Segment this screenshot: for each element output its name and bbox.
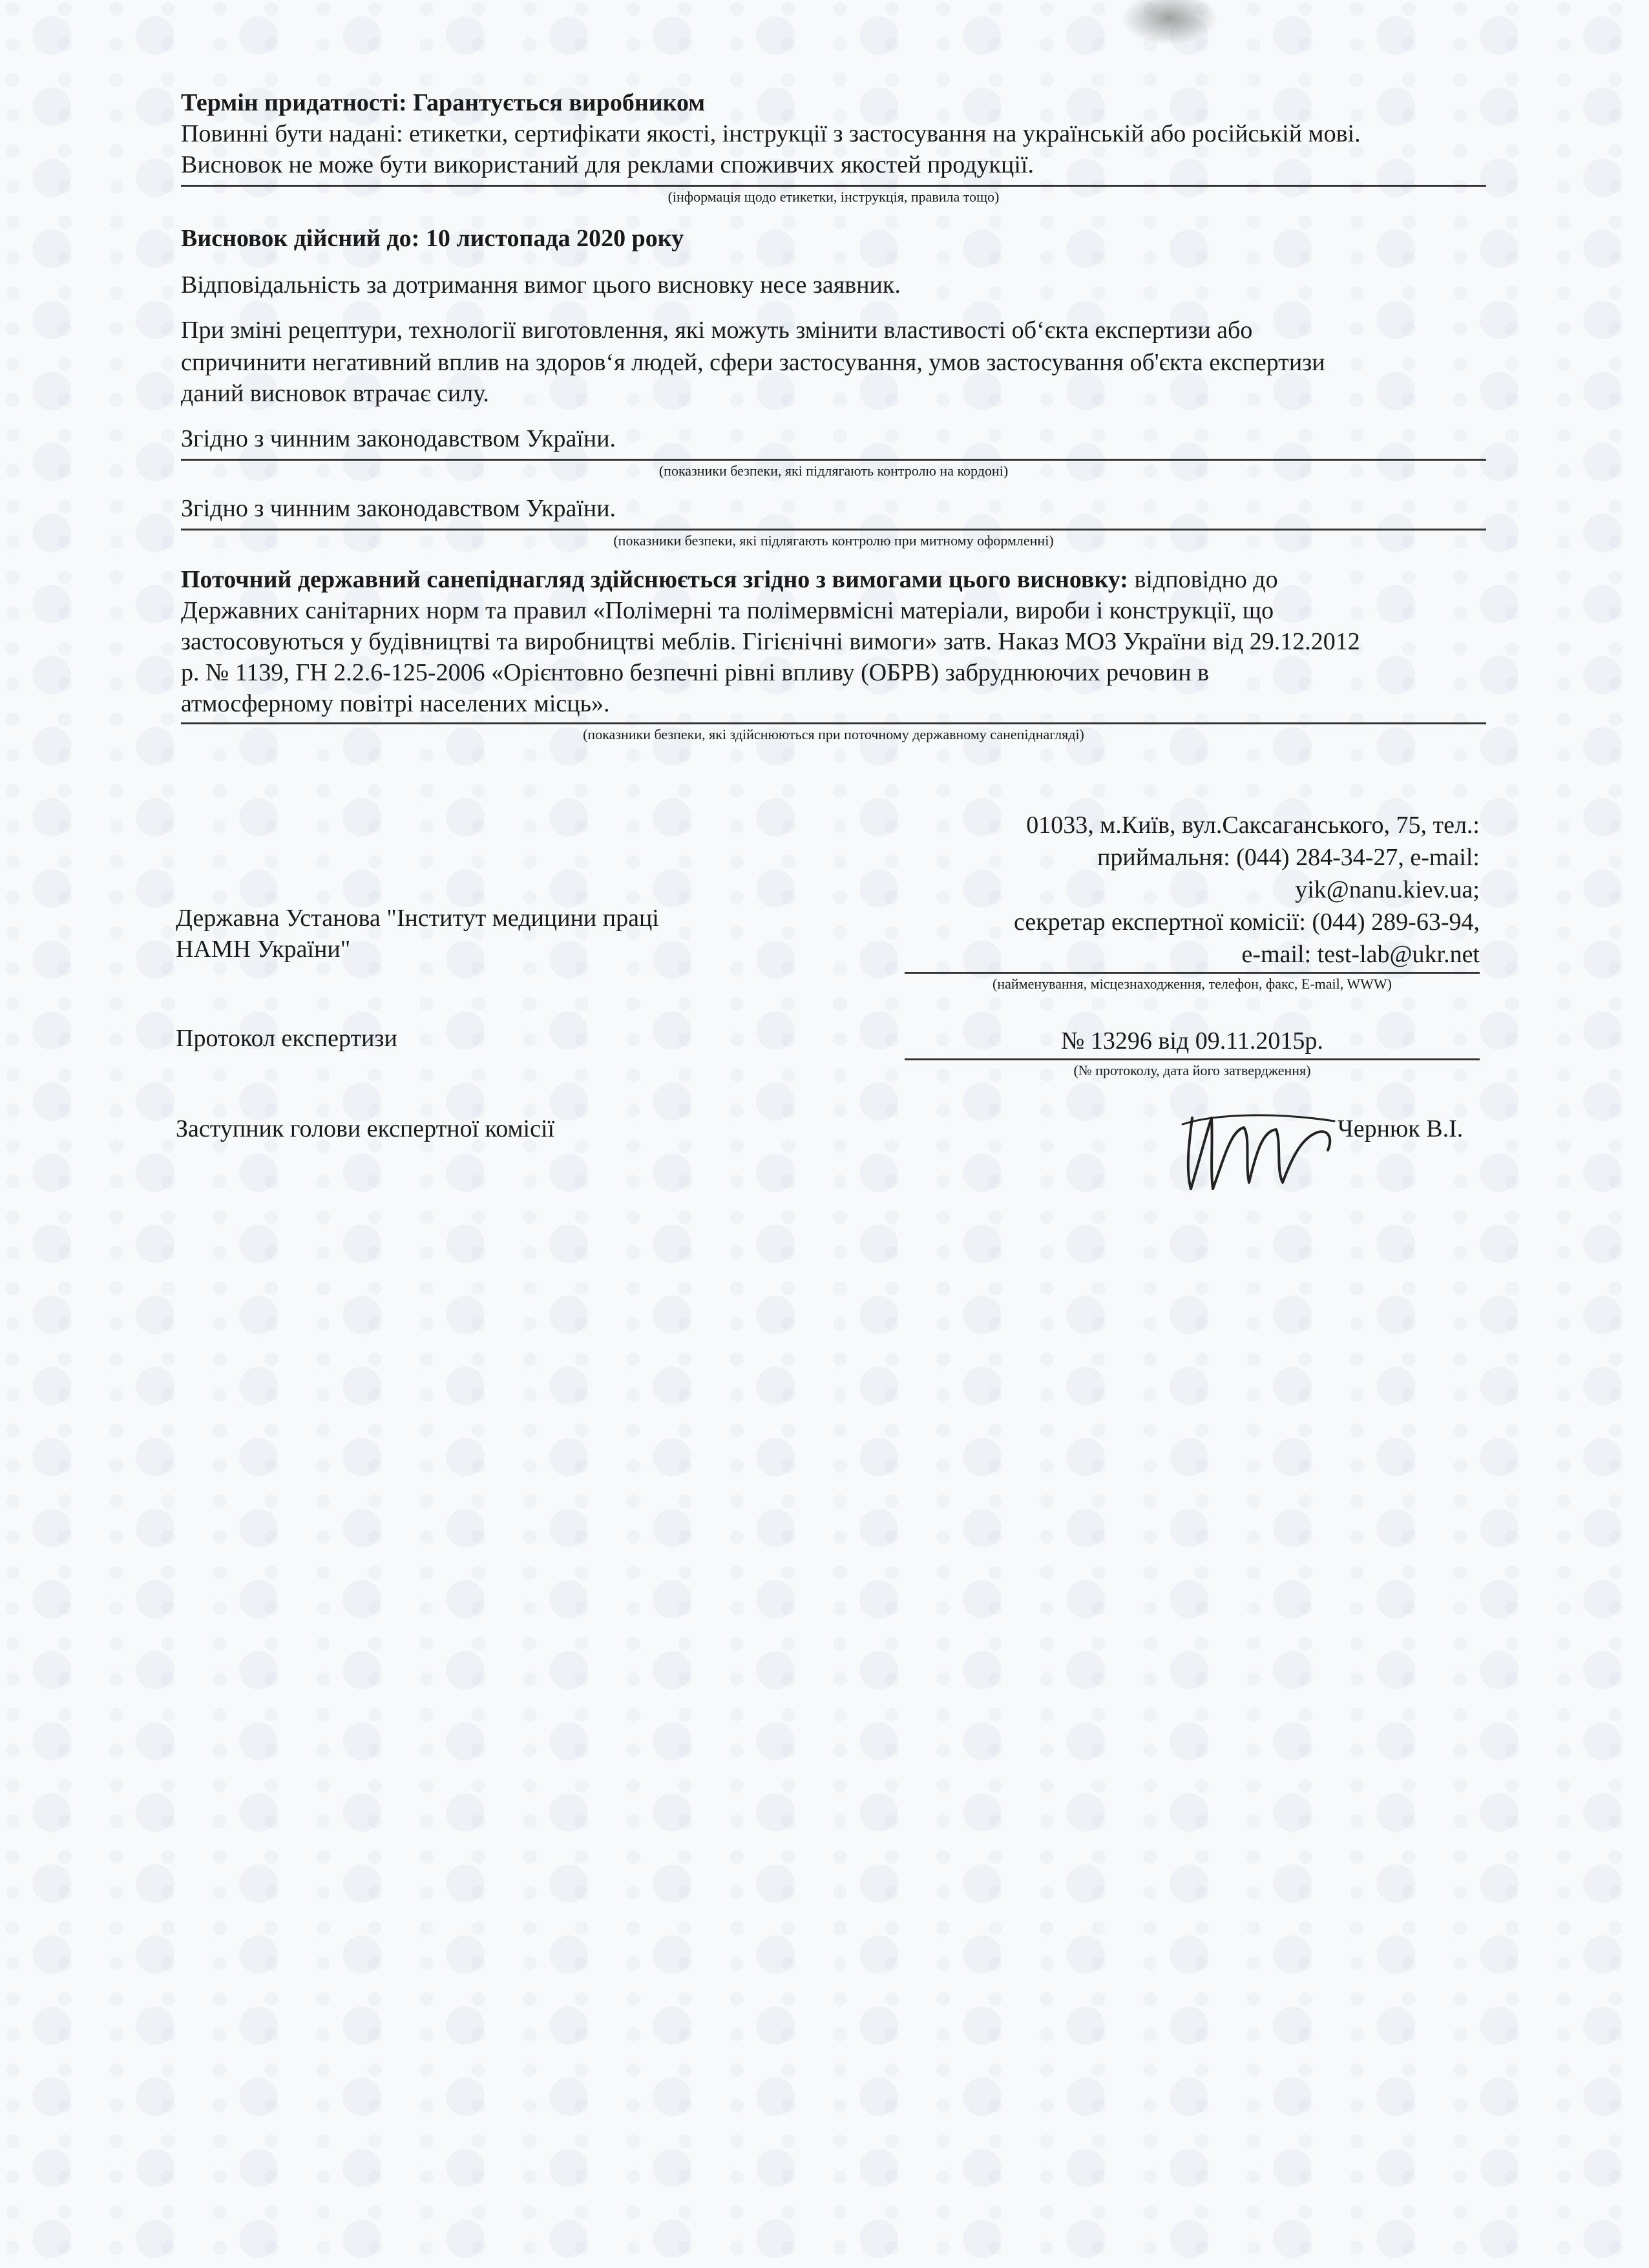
shelf-life-label: Термін придатності: Гарантується виробником [181, 89, 706, 116]
border-control-caption: (показники безпеки, які підлягають контролю на кордоні) [658, 463, 1009, 479]
institution-name-line2: НАМН України" [176, 936, 351, 963]
supervision-caption: (показники безпеки, які здійснюються при поточному державному санепіднагляді) [583, 726, 1084, 742]
shelf-life-line1: Повинні бути надані: етикетки, сертифікати якості, інструкції з застосування на українській або російській мові. [181, 120, 1361, 147]
protocol-caption: (№ протоколу, дата його затвердження) [1073, 1062, 1311, 1078]
institution-name-line1: Державна Установа "Інститут медицини праці [176, 905, 659, 932]
institution-address-line3: yik@nanu.kiev.ua; [1295, 876, 1480, 903]
supervision-line1 [181, 565, 1486, 594]
recipe-change-line3: даний висновок втрачає силу. [181, 380, 489, 407]
supervision-bold: Поточний державний санепіднагляд здійснюється згідно з вимогами цього висновку: [181, 566, 1128, 593]
shelf-life-line2: Висновок не може бути використаний для реклами споживчих якостей продукції. [181, 151, 1034, 178]
supervision-line5: атмосферному повітрі населених місць». [181, 690, 610, 717]
divider [181, 722, 1486, 724]
institution-address-line2: приймальня: (044) 284-34-27, e-mail: [1097, 844, 1480, 871]
institution-address-line4: секретар експертної комісії: (044) 289-63-94, [1014, 908, 1480, 936]
supervision-line4: р. № 1139, ГН 2.2.6-125-2006 «Орієнтовно безпечні рівні впливу (ОБРВ) забруднюючих речовин в [181, 659, 1210, 686]
divider [181, 529, 1486, 530]
divider [905, 1058, 1480, 1060]
responsibility-text: Відповідальність за дотримання вимог цього висновку несе заявник. [181, 271, 901, 299]
shelf-life-caption: (інформація щодо етикетки, інструкція, правила тощо) [667, 189, 1000, 205]
customs-control-caption: (показники безпеки, які підлягають контролю при митному оформленні) [613, 532, 1054, 549]
customs-control-text: Згідно з чинним законодавством України. [181, 495, 616, 522]
supervision-rest: відповідно до [1128, 566, 1278, 593]
recipe-change-line1: При зміні рецептури, технології виготовлення, які можуть змінити властивості об‘єкта експертизи або [181, 317, 1253, 344]
divider [181, 459, 1486, 461]
supervision-line2: Державних санітарних норм та правил «Полімерні та полімервмісні матеріали, вироби і конструкції, що [181, 597, 1274, 624]
recipe-change-line2: спричинити негативний вплив на здоров‘я людей, сфери застосування, умов застосування об'єкта експертизи [181, 349, 1325, 376]
border-control-text: Згідно з чинним законодавством України. [181, 425, 616, 452]
institution-address-line1: 01033, м.Київ, вул.Саксаганського, 75, тел.: [1026, 812, 1480, 839]
signature-mark [1173, 1092, 1341, 1195]
scan-smudge [1121, 0, 1218, 45]
protocol-value: № 13296 від 09.11.2015р. [1061, 1027, 1323, 1055]
institution-address-line5: e-mail: test-lab@ukr.net [1241, 941, 1480, 968]
signatory-title: Заступник голови експертної комісії [176, 1115, 555, 1142]
validity-text: Висновок дійсний до: 10 листопада 2020 року [181, 225, 684, 252]
protocol-label: Протокол експертизи [176, 1025, 397, 1052]
divider [905, 972, 1480, 974]
institution-caption: (найменування, місцезнаходження, телефон, факс, E-mail, WWW) [993, 976, 1392, 992]
supervision-line3: застосовуються у будівництві та виробництві меблів. Гігієнічні вимоги» затв. Наказ МОЗ України від 29.12.2012 [181, 628, 1360, 655]
divider [181, 185, 1486, 187]
signatory-name: Чернюк В.І. [1338, 1115, 1464, 1142]
